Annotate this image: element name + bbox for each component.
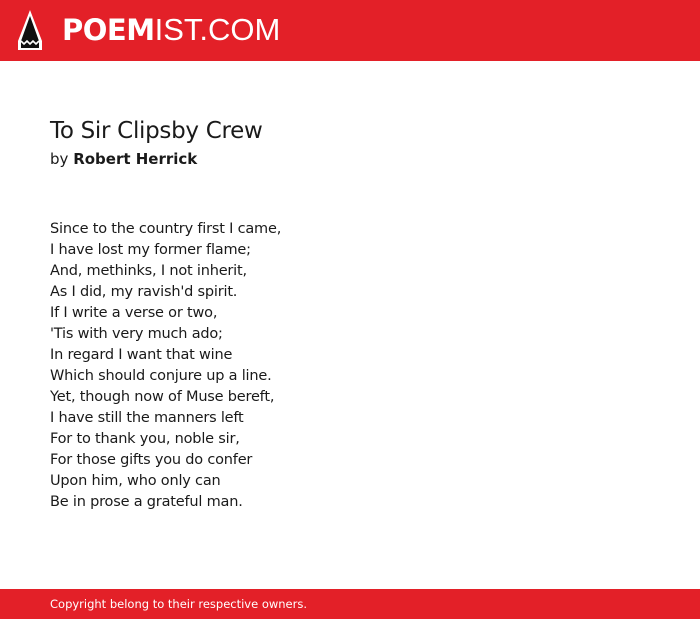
logo-light-text: IST.COM (154, 12, 281, 47)
poem-line: Be in prose a grateful man. (50, 494, 243, 510)
logo-bold-text: POEM (62, 13, 155, 47)
poem-line: I have still the manners left (50, 410, 244, 426)
site-footer (0, 589, 700, 619)
byline-prefix: by (50, 150, 69, 168)
byline (50, 149, 197, 169)
poem-line: 'Tis with very much ado; (50, 326, 223, 342)
poem-body (50, 219, 281, 513)
poem-line: Upon him, who only can (50, 473, 221, 489)
poem-line: If I write a verse or two, (50, 305, 218, 321)
poem-line: And, methinks, I not inherit, (50, 263, 247, 279)
poem-line: For those gifts you do confer (50, 452, 253, 468)
poem-line: I have lost my former flame; (50, 242, 251, 258)
poem-line: Which should conjure up a line. (50, 368, 272, 384)
site-logo[interactable] (62, 12, 280, 48)
pencil-icon[interactable] (17, 9, 43, 51)
poem-line: Since to the country first I came, (50, 221, 282, 237)
author-name: Robert Herrick (73, 150, 198, 168)
poem-line: For to thank you, noble sir, (50, 431, 240, 447)
poem-title: To Sir Clipsby Crew (50, 118, 263, 144)
site-header (0, 0, 700, 61)
poem-line: Yet, though now of Muse bereft, (50, 389, 275, 405)
poem-line: In regard I want that wine (50, 347, 233, 363)
copyright-text: Copyright belong to their respective owners. (50, 597, 308, 611)
poem-line: As I did, my ravish'd spirit. (50, 284, 238, 300)
